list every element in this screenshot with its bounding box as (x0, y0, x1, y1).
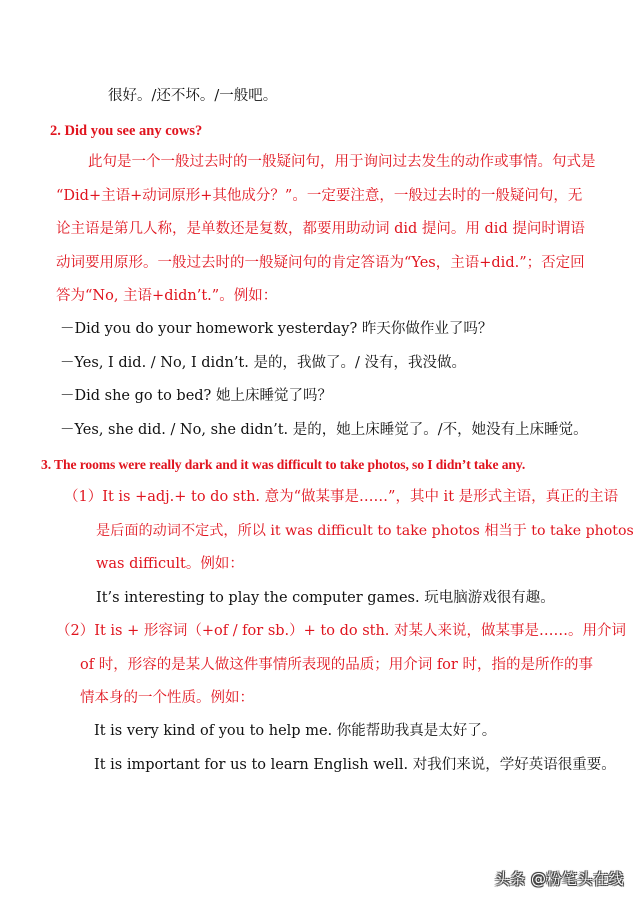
explanation-line: （2）It is + 形容词（+of / for sb.）+ to do sth. 对某人来说，做某事是……。用介词 (56, 623, 627, 639)
example-line: －Did you do your homework yesterday? 昨天你做作业了吗？ (60, 321, 493, 337)
section-heading-3: 3. The rooms were really dark and it was difficult to take photos, so I didn’t take any. (41, 457, 526, 472)
watermark: 头条 @粉笔头在线 (494, 870, 624, 888)
explanation-line: 是后面的动词不定式，所以 it was difficult to take photos 相当于 to take photos (96, 523, 634, 539)
example-line: －Did she go to bed? 她上床睡觉了吗？ (60, 388, 332, 404)
example-line: It is important for us to learn English well. 对我们来说，学好英语很重要。 (94, 757, 616, 773)
explanation-line: 论主语是第几人称，是单数还是复数，都要用助动词 did 提问。用 did 提问时谓语 (56, 221, 585, 237)
example-line: －Yes, I did. / No, I didn’t. 是的，我做了。/ 没有，我没做。 (60, 355, 466, 371)
explanation-line: （1）It is +adj.+ to do sth. 意为“做某事是……”，其中 it 是形式主语，真正的主语 (64, 489, 619, 505)
explanation-line: 此句是一个一般过去时的一般疑问句，用于询问过去发生的动作或事情。句式是 (88, 154, 596, 170)
example-line: －Yes, she did. / No, she didn’t. 是的，她上床睡觉了。/不，她没有上床睡觉。 (60, 422, 588, 438)
explanation-line: was difficult。例如： (96, 556, 244, 572)
answer-line: 很好。/还不坏。/一般吧。 (108, 88, 278, 104)
section-heading-2: 2. Did you see any cows? (50, 123, 203, 139)
explanation-line: 情本身的一个性质。例如： (80, 690, 254, 706)
example-line: It’s interesting to play the computer games. 玩电脑游戏很有趣。 (96, 590, 555, 606)
explanation-line: 动词要用原形。一般过去时的一般疑问句的肯定答语为“Yes，主语+did.”；否定回 (56, 255, 585, 271)
example-line: It is very kind of you to help me. 你能帮助我真是太好了。 (94, 723, 497, 739)
explanation-line: “Did+主语+动词原形+其他成分？”。一定要注意，一般过去时的一般疑问句，无 (56, 188, 583, 204)
explanation-line: 答为“No, 主语+didn’t.”。例如： (56, 288, 278, 304)
explanation-line: of 时，形容的是某人做这件事情所表现的品质；用介词 for 时，指的是所作的事 (80, 657, 593, 673)
